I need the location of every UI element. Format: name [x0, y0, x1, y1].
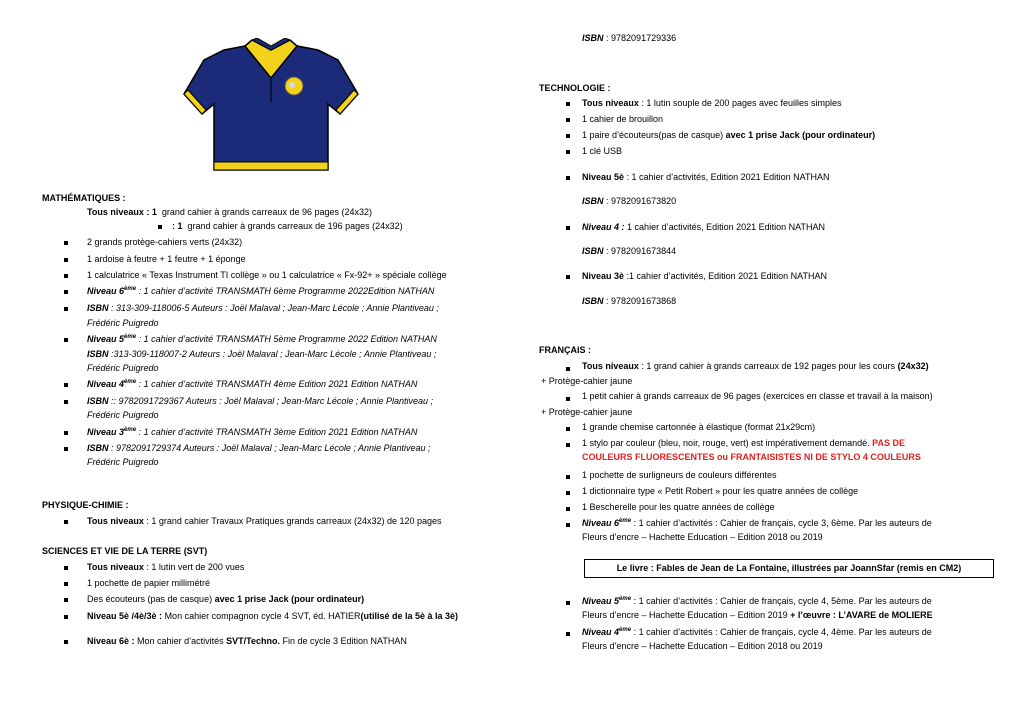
square-bullet-icon	[566, 102, 570, 106]
square-bullet-icon	[64, 566, 68, 570]
techno-item-brouillon: 1 cahier de brouillon	[582, 114, 664, 124]
francais-tous-niveaux: Tous niveaux : 1 grand cahier à grands carreaux de 192 pages pour les cours (24x32)	[582, 361, 929, 371]
francais-niveau-4-cont: Fleurs d’encre – Hachette Education – Edition 2018 ou 2019	[582, 641, 823, 651]
svt-tous-niveaux: Tous niveaux : 1 lutin vert de 200 vues	[87, 562, 245, 572]
math-isbn-6: ISBN : 313-309-118006-5 Auteurs : Joël Malaval ; Jean-Marc Lécole ; Annie Plantiveau ;	[87, 303, 439, 313]
svt-title: SCIENCES ET VIE DE LA TERRE (SVT)	[42, 546, 208, 556]
physique-title: PHYSIQUE-CHIMIE :	[42, 500, 129, 510]
math-title: MATHÉMATIQUES :	[42, 193, 126, 203]
francais-niveau-5-cont: Fleurs d’encre – Hachette Education – Edition 2019 + l’œuvre : L’AVARE de MOLIERE	[582, 610, 933, 620]
francais-item-bescherelle: 1 Bescherelle pour les quatre années de collège	[582, 502, 775, 512]
math-isbn-5-cont: Frédéric Puigredo	[87, 363, 159, 373]
math-tous-niveaux: Tous niveaux : 1 grand cahier à grands carreaux de 96 pages (24x32)	[87, 207, 373, 217]
top-isbn: ISBN : 9782091729336	[582, 33, 677, 43]
square-bullet-icon	[566, 632, 570, 636]
math-isbn-3: ISBN : 9782091729374 Auteurs : Joël Malaval ; Jean-Marc Lécole ; Annie Plantiveau ;	[87, 443, 431, 453]
square-bullet-icon	[566, 601, 570, 605]
square-bullet-icon	[64, 258, 68, 262]
svt-niveau-6: Niveau 6è : Mon cahier d’activités SVT/Techno. Fin de cycle 3 Edition NATHAN	[87, 636, 407, 646]
square-bullet-icon	[64, 447, 68, 451]
square-bullet-icon	[566, 443, 570, 447]
techno-niveau-4: Niveau 4 : 1 cahier d’activités, Edition 2021 Edition NATHAN	[582, 222, 825, 232]
square-bullet-icon	[566, 397, 570, 401]
francais-item-stylo: 1 stylo par couleur (bleu, noir, rouge, vert) est impérativement demandé. PAS DE	[582, 438, 906, 448]
svt-niveau-5-4-3: Niveau 5è /4è/3è : Mon cahier compagnon cycle 4 SVT, éd. HATIER(utilisé de la 5è à la 3è)	[87, 611, 459, 621]
math-cahier-196: : 1 grand cahier à grands carreaux de 196 pages (24x32)	[172, 221, 403, 231]
square-bullet-icon	[566, 275, 570, 279]
math-item-calculatrice: 1 calculatrice « Texas Instrument TI collège » ou 1 calculatrice « Fx-92+ » spéciale collège	[87, 270, 447, 280]
francais-protege-2: + Protège-cahier jaune	[541, 407, 633, 417]
math-item-protege: 2 grands protège-cahiers verts (24x32)	[87, 237, 243, 247]
techno-isbn-5: ISBN : 9782091673820	[582, 196, 677, 206]
techno-niveau-3: Niveau 3è :1 cahier d’activités, Edition 2021 Edition NATHAN	[582, 271, 827, 281]
francais-niveau-4: Niveau 4ème : 1 cahier d’activités : Cahier de français, cycle 4, 4ème. Par les auteurs de	[582, 627, 932, 637]
square-bullet-icon	[64, 307, 68, 311]
square-bullet-icon	[566, 150, 570, 154]
square-bullet-icon	[64, 520, 68, 524]
francais-niveau-5: Niveau 5ème : 1 cahier d’activités : Cahier de français, cycle 4, 5ème. Par les auteurs de	[582, 596, 932, 606]
techno-niveau-5: Niveau 5è : 1 cahier d’activités, Edition 2021 Edition NATHAN	[582, 172, 830, 182]
francais-item-petit-cahier: 1 petit cahier à grands carreaux de 96 pages (exercices en classe et travail à la maison)	[582, 391, 933, 401]
square-bullet-icon	[566, 226, 570, 230]
techno-item-ecouteurs: 1 paire d’écouteurs(pas de casque) avec 1 prise Jack (pour ordinateur)	[582, 130, 876, 140]
square-bullet-icon	[64, 582, 68, 586]
math-niveau-4: Niveau 4ème : 1 cahier d’activité TRANSMATH 4ème Edition 2021 Edition NATHAN	[87, 379, 418, 389]
square-bullet-icon	[64, 640, 68, 644]
square-bullet-icon	[566, 475, 570, 479]
square-bullet-icon	[566, 134, 570, 138]
math-niveau-5: Niveau 5ème : 1 cahier d’activité TRANSMATH 5ème Programme 2022 Edition NATHAN	[87, 334, 437, 344]
math-isbn-4-cont: Frédéric Puigredo	[87, 410, 159, 420]
francais-title: FRANÇAIS :	[539, 345, 591, 355]
square-bullet-icon	[566, 427, 570, 431]
francais-item-dictionnaire: 1 dictionnaire type « Petit Robert » pour les quatre années de collège	[582, 486, 859, 496]
square-bullet-icon	[64, 241, 68, 245]
techno-item-cle: 1 clé USB	[582, 146, 623, 156]
square-bullet-icon	[566, 176, 570, 180]
techno-tous-niveaux: Tous niveaux : 1 lutin souple de 200 pages avec feuilles simples	[582, 98, 842, 108]
math-isbn-6-cont: Frédéric Puigredo	[87, 318, 159, 328]
math-isbn-3-cont: Frédéric Puigredo	[87, 457, 159, 467]
square-bullet-icon	[64, 290, 68, 294]
math-niveau-6: Niveau 6ème : 1 cahier d’activité TRANSMATH 6ème Programme 2022Edition NATHAN	[87, 286, 435, 296]
math-niveau-3: Niveau 3ème : 1 cahier d’activité TRANSMATH 3ème Edition 2021 Edition NATHAN	[87, 427, 418, 437]
square-bullet-icon	[64, 383, 68, 387]
square-bullet-icon	[158, 225, 162, 229]
square-bullet-icon	[566, 367, 570, 371]
francais-niveau-6-cont: Fleurs d’encre – Hachette Education – Edition 2018 ou 2019	[582, 532, 823, 542]
francais-niveau-6: Niveau 6ème : 1 cahier d’activités : Cahier de français, cycle 3, 6ème. Par les auteurs de	[582, 518, 932, 528]
square-bullet-icon	[64, 615, 68, 619]
square-bullet-icon	[64, 598, 68, 602]
math-isbn-5: ISBN :313-309-118007-2 Auteurs : Joël Malaval ; Jean-Marc Lécole ; Annie Plantiveau ;	[87, 349, 437, 359]
square-bullet-icon	[566, 118, 570, 122]
square-bullet-icon	[64, 338, 68, 342]
square-bullet-icon	[566, 491, 570, 495]
square-bullet-icon	[566, 523, 570, 527]
math-item-ardoise: 1 ardoise à feutre + 1 feutre + 1 éponge	[87, 254, 246, 264]
francais-livre-box: Le livre : Fables de Jean de La Fontaine, illustrées par JoannSfar (remis en CM2)	[584, 559, 994, 578]
math-isbn-4: ISBN :: 9782091729367 Auteurs : Joël Malaval ; Jean-Marc Lécole ; Annie Plantiveau ;	[87, 396, 434, 406]
square-bullet-icon	[64, 400, 68, 404]
square-bullet-icon	[566, 507, 570, 511]
svt-item-papier: 1 pochette de papier millimétré	[87, 578, 211, 588]
square-bullet-icon	[64, 274, 68, 278]
physique-tous-niveaux: Tous niveaux : 1 grand cahier Travaux Pratiques grands carreaux (24x32) de 120 pages	[87, 516, 442, 526]
techno-isbn-3: ISBN : 9782091673868	[582, 296, 677, 306]
square-bullet-icon	[64, 431, 68, 435]
polo-shirt-icon	[182, 38, 360, 184]
techno-isbn-4: ISBN : 9782091673844	[582, 246, 677, 256]
francais-protege-1: + Protège-cahier jaune	[541, 376, 633, 386]
svt-item-ecouteurs: Des écouteurs (pas de casque) avec 1 prise Jack (pour ordinateur)	[87, 594, 365, 604]
francais-item-surligneurs: 1 pochette de surligneurs de couleurs différentes	[582, 470, 777, 480]
francais-item-stylo-warning: COULEURS FLUORESCENTES ou FRANTAISISTES NI DE STYLO 4 COULEURS	[582, 452, 921, 462]
techno-title: TECHNOLOGIE :	[539, 83, 611, 93]
francais-item-chemise: 1 grande chemise cartonnée à élastique (format 21x29cm)	[582, 422, 816, 432]
